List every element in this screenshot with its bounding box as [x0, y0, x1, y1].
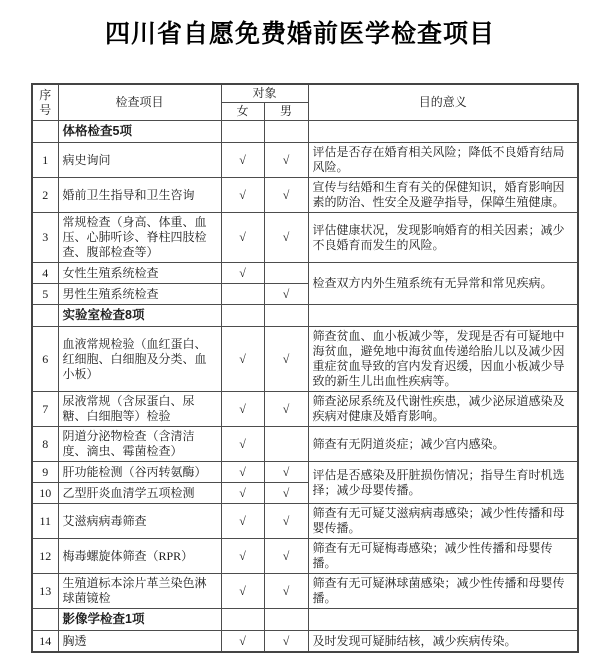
table-row [32, 213, 578, 263]
row-no-cell [32, 305, 58, 327]
female-check-cell: √ [221, 483, 264, 504]
purpose-cell: 筛查有无可疑梅毒感染；减少性传播和母婴传播。 [308, 539, 578, 574]
male-check-cell: √ [264, 327, 308, 392]
male-check-cell [264, 609, 308, 631]
purpose-cell: 筛查有无阴道炎症；减少宫内感染。 [308, 427, 578, 462]
purpose-cell: 及时发现可疑肺结核，减少疾病传染。 [308, 631, 578, 653]
purpose-cell: 筛查有无可疑艾滋病病毒感染；减少性传播和母婴传播。 [308, 504, 578, 539]
male-check-cell [264, 305, 308, 327]
table-row [32, 631, 578, 653]
section-label: 体格检查5项 [58, 121, 221, 143]
female-check-cell: √ [221, 427, 264, 462]
item-name-cell: 生殖道标本涂片革兰染色淋球菌镜检 [58, 574, 221, 609]
male-check-cell: √ [264, 143, 308, 178]
female-check-cell [221, 305, 264, 327]
female-check-cell: √ [221, 143, 264, 178]
row-no-cell: 13 [32, 574, 58, 609]
item-name-cell: 婚前卫生指导和卫生咨询 [58, 178, 221, 213]
row-no-cell: 7 [32, 392, 58, 427]
female-check-cell: √ [221, 327, 264, 392]
purpose-cell: 筛查泌尿系统及代谢性疾患，减少泌尿道感染及疾病对健康及婚育影响。 [308, 392, 578, 427]
header-target: 对象 [221, 84, 308, 103]
exam-items-table [31, 83, 579, 653]
purpose-cell: 评估是否存在婚育相关风险；降低不良婚育结局风险。 [308, 143, 578, 178]
male-check-cell [264, 263, 308, 284]
row-no-cell: 4 [32, 263, 58, 284]
row-no-cell: 10 [32, 483, 58, 504]
female-check-cell: √ [221, 462, 264, 483]
purpose-cell: 筛查有无可疑淋球菌感染；减少性传播和母婴传播。 [308, 574, 578, 609]
purpose-cell: 检查双方内外生殖系统有无异常和常见疾病。 [308, 263, 578, 305]
page-title: 四川省自愿免费婚前医学检查项目 [104, 20, 495, 48]
table-row [32, 539, 578, 574]
table-row [32, 504, 578, 539]
row-no-cell: 5 [32, 284, 58, 305]
table-row [32, 178, 578, 213]
header-purpose: 目的意义 [308, 84, 578, 121]
table-row [32, 327, 578, 392]
male-check-cell: √ [264, 462, 308, 483]
item-name-cell: 病史询问 [58, 143, 221, 178]
header-row-top [32, 84, 578, 103]
item-name-cell: 血液常规检验（血红蛋白、红细胞、白细胞及分类、血小板） [58, 327, 221, 392]
item-name-cell: 艾滋病病毒筛查 [58, 504, 221, 539]
row-no-cell: 9 [32, 462, 58, 483]
row-no-cell: 2 [32, 178, 58, 213]
male-check-cell [264, 427, 308, 462]
female-check-cell [221, 284, 264, 305]
row-no-cell: 1 [32, 143, 58, 178]
female-check-cell: √ [221, 263, 264, 284]
header-item: 检查项目 [58, 84, 221, 121]
purpose-cell [308, 609, 578, 631]
section-label: 影像学检查1项 [58, 609, 221, 631]
purpose-cell [308, 305, 578, 327]
purpose-cell: 筛查贫血、血小板减少等，发现是否有可疑地中海贫血，避免地中海贫血传递给胎儿以及减少因重症贫血导致的宫内发育迟缓，因血小板减少导致的新生儿出血性疾病等。 [308, 327, 578, 392]
male-check-cell: √ [264, 178, 308, 213]
female-check-cell: √ [221, 574, 264, 609]
row-no-cell [32, 609, 58, 631]
female-check-cell [221, 121, 264, 143]
item-name-cell: 胸透 [58, 631, 221, 653]
purpose-cell: 评估健康状况，发现影响婚育的相关因素；减少不良婚育而发生的风险。 [308, 213, 578, 263]
female-check-cell: √ [221, 504, 264, 539]
male-check-cell: √ [264, 483, 308, 504]
purpose-cell: 宣传与结婚和生育有关的保健知识，婚育影响因素的防治、性安全及避孕指导，保障生殖健康。 [308, 178, 578, 213]
female-check-cell: √ [221, 213, 264, 263]
male-check-cell: √ [264, 504, 308, 539]
item-name-cell: 尿液常规（含尿蛋白、尿糖、白细胞等）检验 [58, 392, 221, 427]
table-row [32, 143, 578, 178]
female-check-cell [221, 609, 264, 631]
female-check-cell: √ [221, 539, 264, 574]
male-check-cell: √ [264, 284, 308, 305]
item-name-cell: 肝功能检测（谷丙转氨酶） [58, 462, 221, 483]
male-check-cell: √ [264, 392, 308, 427]
section-label: 实验室检查8项 [58, 305, 221, 327]
male-check-cell: √ [264, 574, 308, 609]
table-header [32, 84, 578, 121]
male-check-cell: √ [264, 539, 308, 574]
row-no-cell [32, 121, 58, 143]
item-name-cell: 梅毒螺旋体筛查（RPR） [58, 539, 221, 574]
item-name-cell: 阴道分泌物检查（含清洁度、滴虫、霉菌检查） [58, 427, 221, 462]
female-check-cell: √ [221, 178, 264, 213]
row-no-cell: 14 [32, 631, 58, 653]
section-row [32, 609, 578, 631]
row-no-cell: 11 [32, 504, 58, 539]
header-male: 男 [264, 103, 308, 121]
row-no-cell: 8 [32, 427, 58, 462]
section-row [32, 305, 578, 327]
item-name-cell: 女性生殖系统检查 [58, 263, 221, 284]
table-body [32, 121, 578, 653]
header-no: 序号 [32, 84, 58, 121]
male-check-cell: √ [264, 213, 308, 263]
document-page [0, 14, 600, 653]
section-row [32, 121, 578, 143]
item-name-cell: 常规检查（身高、体重、血压、心肺听诊、脊柱四肢检查、腹部检查等） [58, 213, 221, 263]
table-row [32, 427, 578, 462]
item-name-cell: 男性生殖系统检查 [58, 284, 221, 305]
purpose-cell: 评估是否感染及肝脏损伤情况；指导生育时机选择；减少母婴传播。 [308, 462, 578, 504]
row-no-cell: 12 [32, 539, 58, 574]
male-check-cell: √ [264, 631, 308, 653]
female-check-cell: √ [221, 631, 264, 653]
row-no-cell: 6 [32, 327, 58, 392]
male-check-cell [264, 121, 308, 143]
female-check-cell: √ [221, 392, 264, 427]
table-row [32, 462, 578, 483]
row-no-cell: 3 [32, 213, 58, 263]
purpose-cell [308, 121, 578, 143]
table-row [32, 392, 578, 427]
header-female: 女 [221, 103, 264, 121]
table-row [32, 263, 578, 284]
item-name-cell: 乙型肝炎血清学五项检测 [58, 483, 221, 504]
